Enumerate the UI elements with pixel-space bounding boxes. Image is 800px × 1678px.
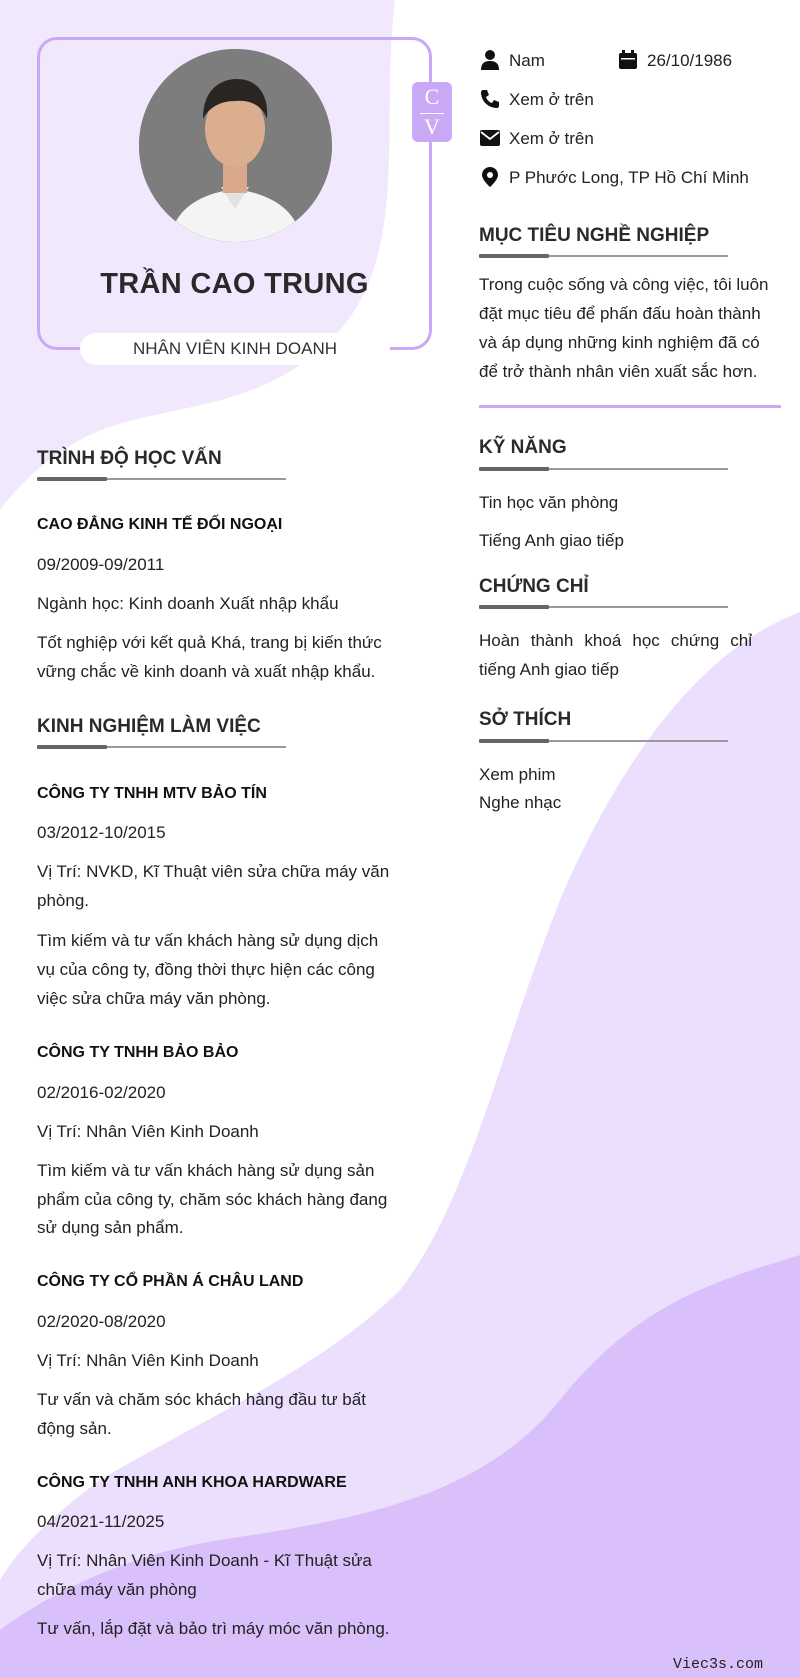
education-heading: TRÌNH ĐỘ HỌC VẤN: [37, 448, 222, 469]
job-description: Tư vấn, lắp đặt và bảo trì máy móc văn phòng.: [37, 1619, 390, 1638]
job-position: Vị Trí: NVKD, Kĩ Thuật viên sửa chữa máy văn: [37, 862, 390, 881]
job-description: việc sửa chữa máy văn phòng.: [37, 989, 271, 1008]
objective-rule: [479, 255, 728, 257]
cv-badge-bottom: V: [424, 114, 440, 139]
experience-heading: KINH NGHIỆM LÀM VIỆC: [37, 716, 261, 737]
experience-rule: [37, 746, 286, 748]
education-period: 09/2009-09/2011: [37, 555, 165, 574]
job-company: CÔNG TY TNHH BẢO BẢO: [37, 1044, 239, 1061]
phone-icon: [479, 88, 501, 110]
certificates-rule: [479, 606, 728, 608]
certificate-line-2: tiếng Anh giao tiếp: [479, 660, 619, 679]
map-pin-icon: [479, 166, 501, 188]
job-description: vụ của công ty, đồng thời thực hiện các công: [37, 960, 375, 979]
hobbies-rule: [479, 740, 728, 742]
skill-item: Tiếng Anh giao tiếp: [479, 531, 624, 550]
job-company: CÔNG TY TNHH ANH KHOA HARDWARE: [37, 1474, 347, 1491]
envelope-icon: [479, 127, 501, 149]
cv-badge: [412, 82, 452, 142]
objective-line-2: đặt mục tiêu để phấn đấu hoàn thành: [479, 304, 761, 323]
watermark: Viec3s.com: [673, 1656, 764, 1673]
job-description: Tìm kiếm và tư vấn khách hàng sử dụng dịch: [37, 931, 379, 950]
job-company: CÔNG TY CỔ PHẦN Á CHÂU LAND: [37, 1273, 304, 1290]
job-period: 02/2020-08/2020: [37, 1312, 166, 1331]
job-position: Vị Trí: Nhân Viên Kinh Doanh: [37, 1351, 259, 1370]
job-position: phòng.: [37, 891, 89, 910]
certificates-heading: CHỨNG CHỈ: [479, 576, 589, 597]
job-position: chữa máy văn phòng: [37, 1580, 197, 1599]
job-position: Vị Trí: Nhân Viên Kinh Doanh: [37, 1122, 259, 1141]
job-period: 04/2021-11/2025: [37, 1512, 165, 1531]
skill-item: Tin học văn phòng: [479, 493, 619, 512]
certificate-line-1: Hoàn thành khoá học chứng chỉ: [479, 631, 752, 650]
job-title: NHÂN VIÊN KINH DOANH: [80, 333, 390, 365]
education-desc-1: Tốt nghiệp với kết quả Khá, trang bị kiến thức: [37, 633, 382, 652]
skills-rule: [479, 468, 728, 470]
avatar: [139, 49, 332, 242]
job-description: sử dụng sản phẩm.: [37, 1218, 184, 1237]
divider: [479, 405, 781, 408]
objective-line-1: Trong cuộc sống và công việc, tôi luôn: [479, 275, 769, 294]
education-rule: [37, 478, 286, 480]
hobby-item: Xem phim: [479, 765, 556, 784]
job-description: phẩm của công ty, chăm sóc khách hàng đang: [37, 1190, 388, 1209]
job-period: 02/2016-02/2020: [37, 1083, 166, 1102]
calendar-icon: [617, 49, 639, 71]
education-major: Ngành học: Kinh doanh Xuất nhập khẩu: [37, 594, 339, 613]
job-description: động sản.: [37, 1419, 112, 1438]
job-period: 03/2012-10/2015: [37, 823, 166, 842]
education-school: CAO ĐẲNG KINH TẾ ĐỐI NGOẠI: [37, 516, 283, 533]
job-company: CÔNG TY TNHH MTV BẢO TÍN: [37, 785, 267, 802]
job-description: Tìm kiếm và tư vấn khách hàng sử dụng sản: [37, 1161, 375, 1180]
skills-heading: KỸ NĂNG: [479, 437, 567, 458]
job-position: Vị Trí: Nhân Viên Kinh Doanh - Kĩ Thuật sửa: [37, 1551, 372, 1570]
hobby-item: Nghe nhạc: [479, 793, 562, 812]
cv-badge-top: C: [424, 84, 440, 109]
person-icon: [479, 49, 501, 71]
objective-line-3: và áp dụng những kinh nghiệm đã có: [479, 333, 760, 352]
job-description: Tư vấn và chăm sóc khách hàng đầu tư bất: [37, 1390, 366, 1409]
education-desc-2: vững chắc về kinh doanh và xuất nhập khẩu.: [37, 662, 376, 681]
hobbies-heading: SỞ THÍCH: [479, 709, 572, 730]
objective-heading: MỤC TIÊU NGHỀ NGHIỆP: [479, 225, 710, 246]
objective-line-4: để trở thành nhân viên xuất sắc hơn.: [479, 362, 758, 381]
candidate-name: TRẦN CAO TRUNG: [100, 268, 369, 300]
